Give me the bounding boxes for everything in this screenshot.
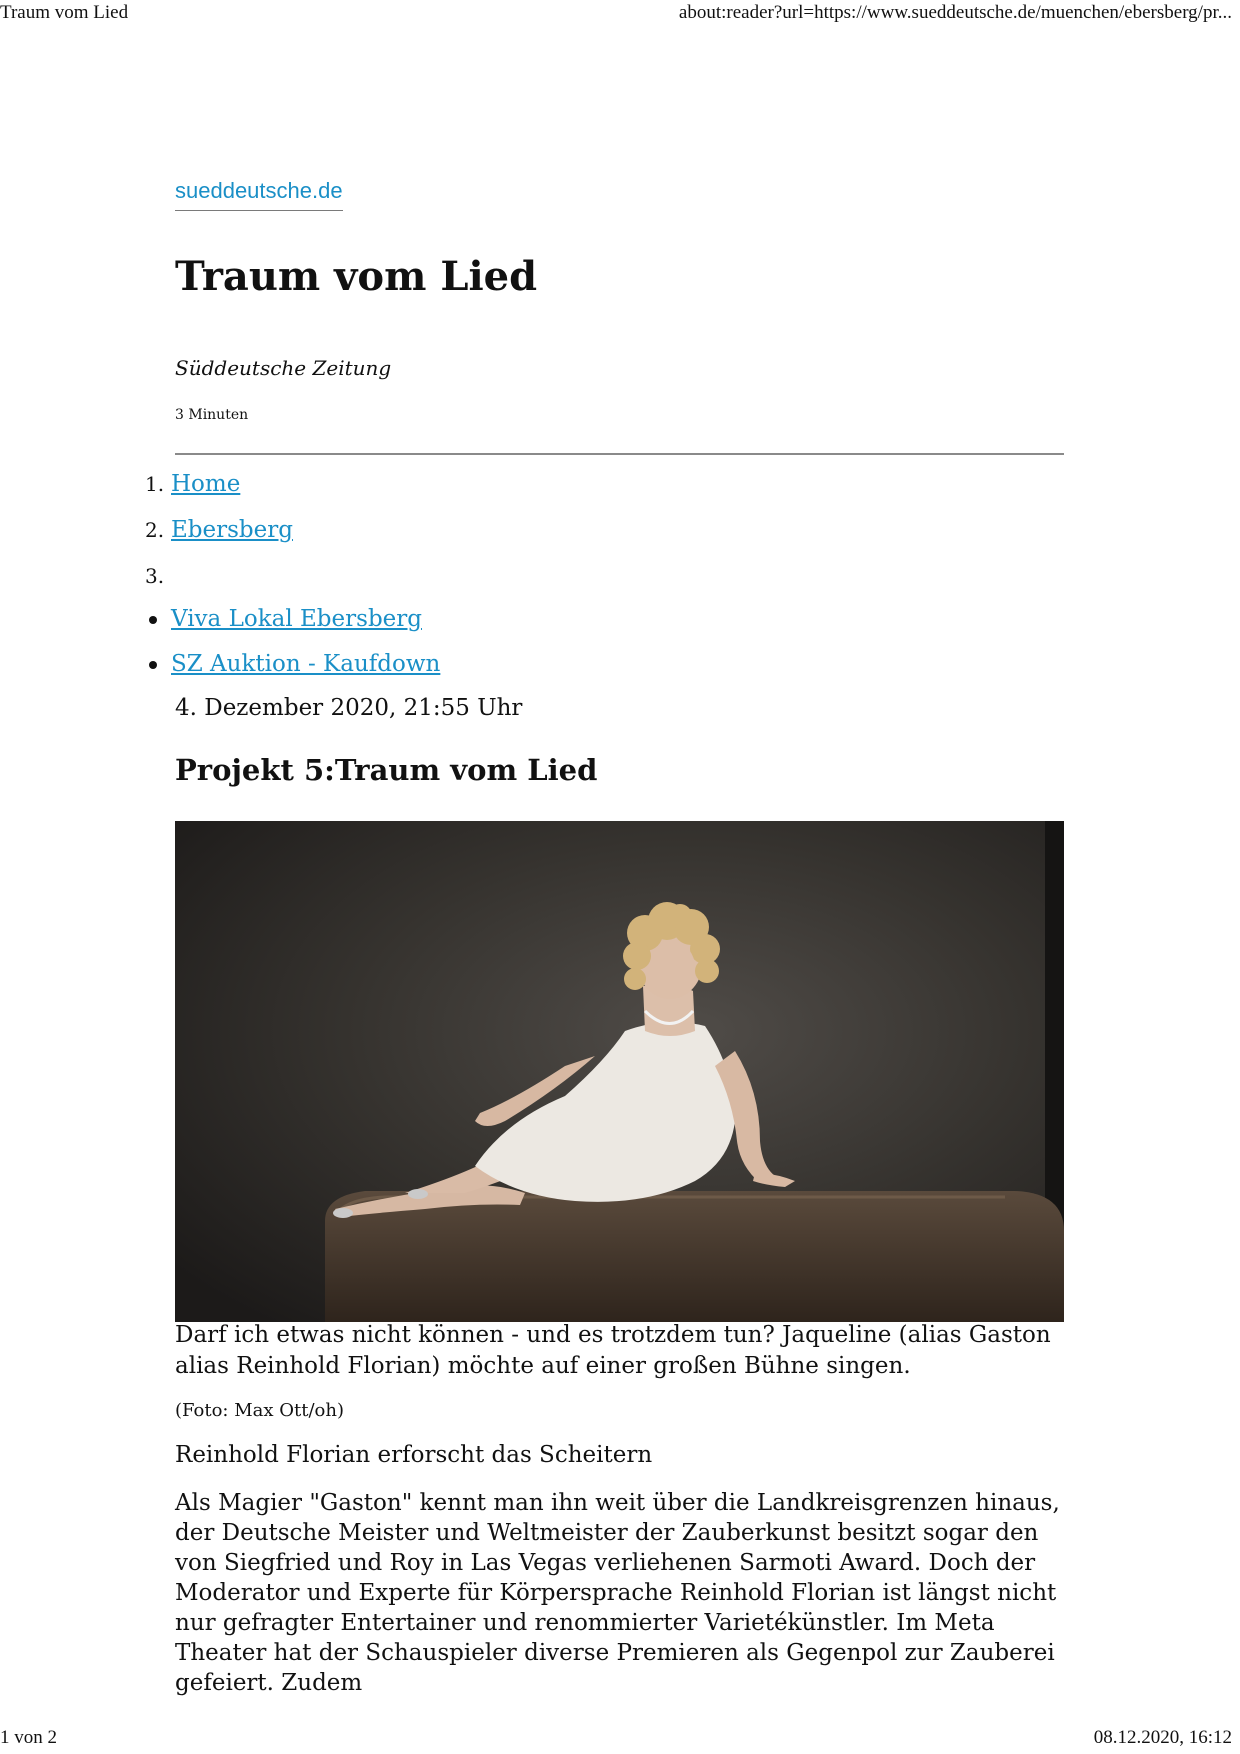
breadcrumb-item-ebersberg [145, 512, 293, 558]
breadcrumb-number: 3. [145, 564, 165, 588]
link-sz-auktion-kaufdown[interactable]: SZ Auktion - Kaufdown [171, 651, 441, 677]
article-subtitle: Projekt 5:Traum vom Lied [175, 753, 598, 787]
article-body: Als Magier "Gaston" kennt man ihn weit über die Landkreisgrenzen hinaus, der Deutsche Meister und Weltmeister der Zauberkunst besitzt sogar den von Siegfried und Roy in Las Vegas verliehenen Sarmoti Award. Doch der Moderator und Experte für Körpersprache Reinhold Florian ist längst nicht nur gefragter Entertainer und renommierter Varietékünstler. Im Meta Theater hat der Schauspieler diverse Premieren als Gegenpol zur Zauberei gefeiert. Zudem [175, 1490, 1060, 1696]
article-lead: Reinhold Florian erforscht das Scheitern [175, 1442, 653, 1468]
print-header-url: about:reader?url=https://www.sueddeutsche.de/muenchen/ebersberg/pr... [678, 2, 1232, 23]
publish-date: 4. Dezember 2020, 21:55 Uhr [175, 695, 523, 721]
article-photo [175, 821, 1064, 1322]
breadcrumb-item-empty [145, 558, 293, 604]
photo-illustration [175, 821, 1064, 1322]
breadcrumb [145, 466, 293, 604]
print-header-title: Traum vom Lied [0, 2, 129, 23]
article-title: Traum vom Lied [175, 253, 538, 300]
article-source: Süddeutsche Zeitung [175, 356, 392, 380]
reading-time: 3 Minuten [175, 407, 249, 423]
page-number: 1 von 2 [0, 1727, 57, 1748]
breadcrumb-number: 2. [145, 518, 165, 542]
photo-credit: (Foto: Max Ott/oh) [175, 1400, 344, 1421]
list-item [171, 601, 440, 646]
breadcrumb-number: 1. [145, 472, 165, 496]
divider [175, 453, 1064, 455]
print-timestamp: 08.12.2020, 16:12 [1093, 1727, 1232, 1748]
source-domain-link[interactable]: sueddeutsche.de [175, 178, 343, 211]
related-links [171, 601, 440, 691]
breadcrumb-item-home [145, 466, 293, 512]
photo-caption: Darf ich etwas nicht können - und es trotzdem tun? Jaqueline (alias Gaston alias Reinhold Florian) möchte auf einer großen Bühne singen. [175, 1322, 1051, 1379]
link-viva-lokal-ebersberg[interactable]: Viva Lokal Ebersberg [171, 606, 422, 632]
list-item [171, 646, 440, 691]
breadcrumb-link-home[interactable]: Home [171, 471, 241, 497]
breadcrumb-link-ebersberg[interactable]: Ebersberg [171, 517, 293, 543]
